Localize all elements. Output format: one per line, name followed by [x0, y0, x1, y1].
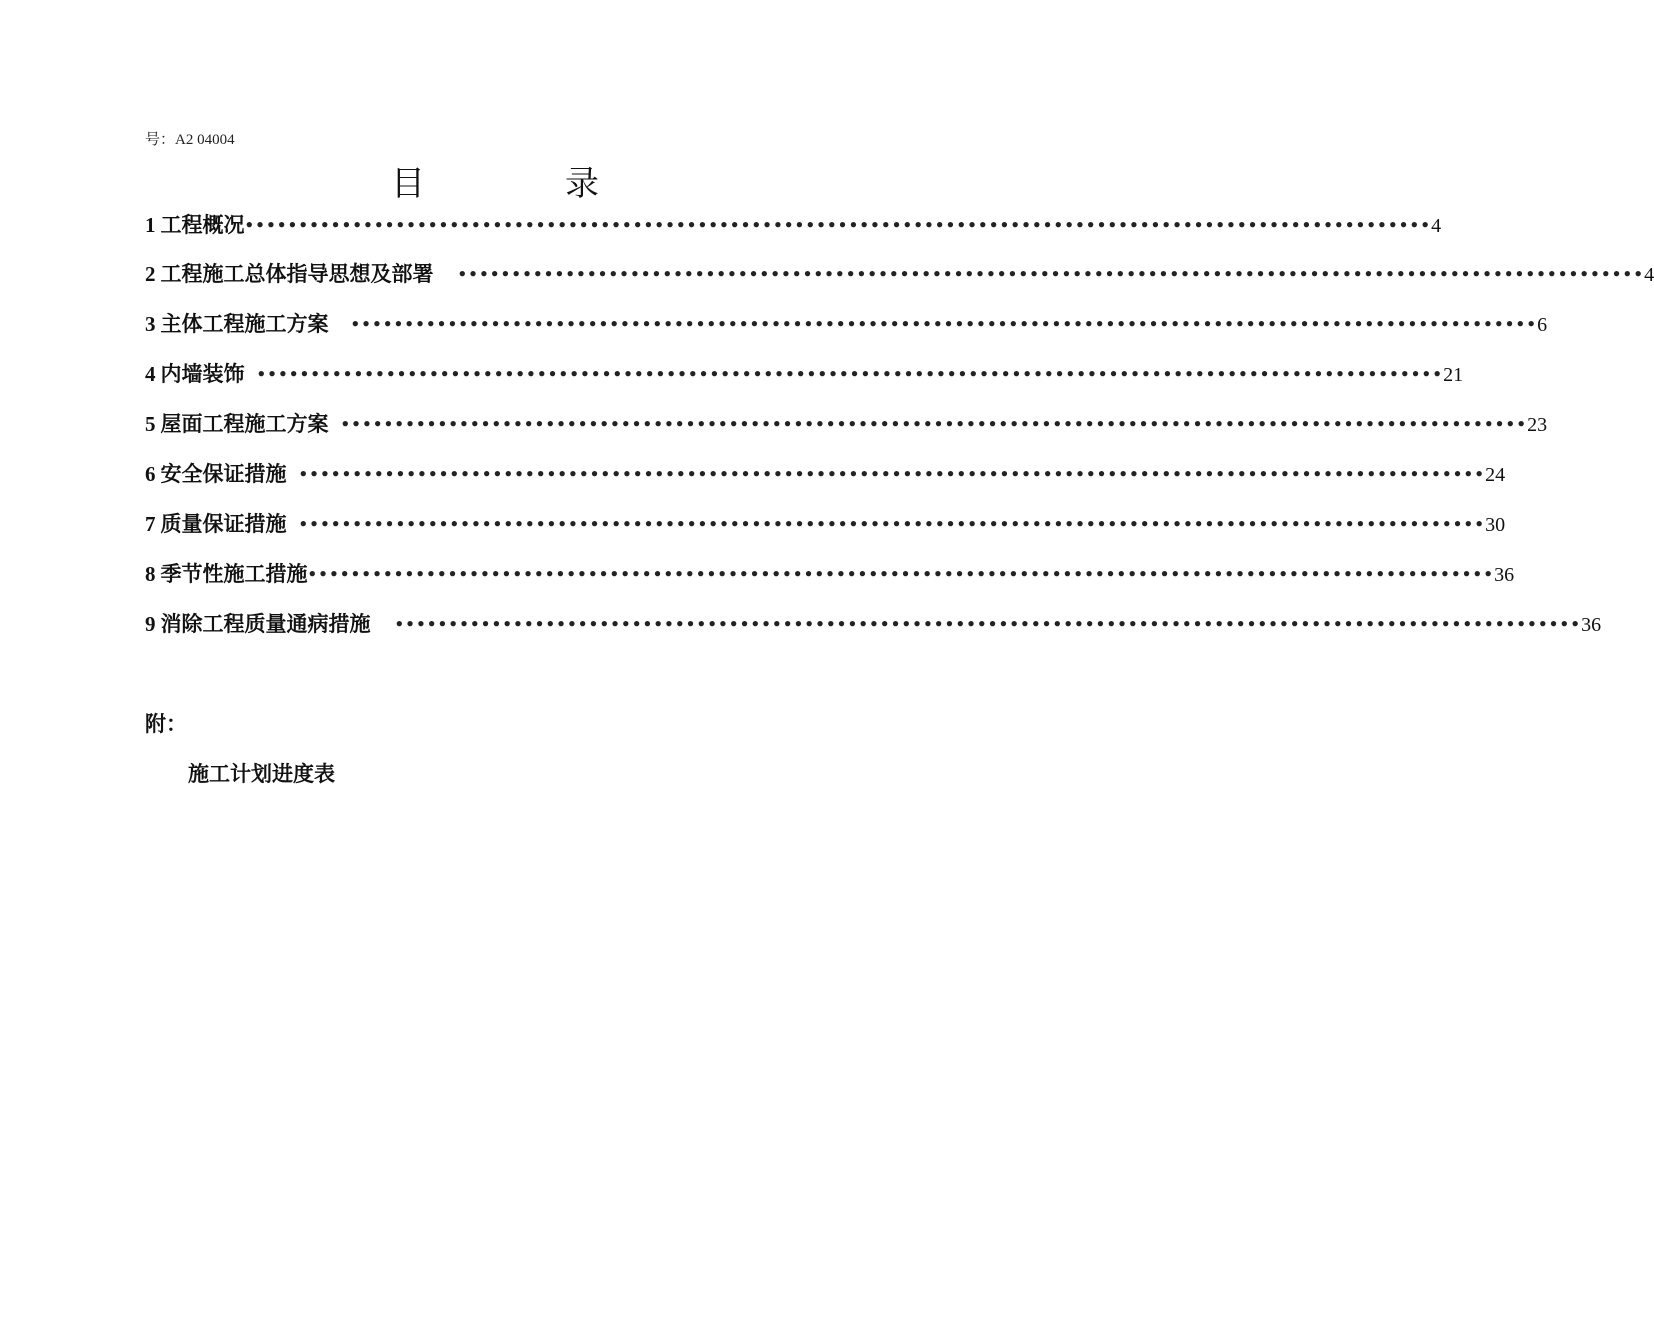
page-title [0, 156, 990, 205]
toc-item-number: 1 [145, 213, 156, 237]
toc-item[interactable] [145, 359, 1464, 389]
toc-item-title: 工程概况 [160, 212, 245, 237]
appendix-item[interactable]: 施工计划进度表 [188, 761, 335, 786]
title-char-2: 录 [565, 164, 599, 204]
toc-item-title: 安全保证措施 [160, 461, 287, 486]
toc-leader-dots: •••••••••••••••••••••••••••••••••••••••••••••••••••••••••••••••••••••••••••••••••••••••••••••••••••••••••••••• [340, 415, 1528, 433]
toc-item-page: 24 [1485, 464, 1506, 486]
toc-item-number: 3 [145, 312, 156, 336]
toc-item-page: 4 [1644, 264, 1654, 286]
toc-item-number: 8 [145, 562, 156, 586]
toc-item-page: 23 [1527, 414, 1548, 436]
toc-item-number: 4 [145, 362, 156, 386]
title-char-1: 目 [391, 164, 425, 204]
toc-item-number: 2 [145, 262, 156, 286]
toc-item-number: 6 [145, 462, 156, 486]
toc-leader-dots: •••••••••••••••••••••••••••••••••••••••••••••••••••••••••••••••••••••••••••••••••••••••••••••••••••••••••••••• [394, 615, 1582, 633]
toc-item[interactable] [145, 309, 1548, 339]
toc-item[interactable] [145, 409, 1548, 439]
toc-leader-dots: •••••••••••••••••••••••••••••••••••••••••••••••••••••••••••••••••••••••••••••••••••••••••••••••••••••••••••••• [457, 265, 1645, 283]
toc-item[interactable] [145, 459, 1506, 489]
document-number: 号：A2 04004 [145, 132, 235, 148]
toc-item-page: 36 [1494, 564, 1515, 586]
toc-item-title: 消除工程质量通病措施 [160, 611, 371, 636]
toc-item-page: 36 [1581, 614, 1602, 636]
toc-item-title: 质量保证措施 [160, 511, 287, 536]
toc-leader-dots: •••••••••••••••••••••••••••••••••••••••••••••••••••••••••••••••••••••••••••••••••••••••••••••••••••••••••••••• [307, 565, 1495, 583]
toc-item-number: 5 [145, 412, 156, 436]
toc-item-title: 内墙装饰 [160, 361, 245, 386]
toc-leader-dots: •••••••••••••••••••••••••••••••••••••••••••••••••••••••••••••••••••••••••••••••••••••••••••••••••••••••••••••• [298, 465, 1486, 483]
toc-item-number: 7 [145, 512, 156, 536]
toc-item[interactable] [145, 559, 1515, 589]
appendix-label: 附： [145, 711, 187, 736]
toc-item[interactable] [145, 609, 1602, 639]
toc-item-title: 屋面工程施工方案 [160, 411, 329, 436]
toc-item-number: 9 [145, 612, 156, 636]
toc-item-page: 4 [1431, 215, 1442, 237]
toc-item[interactable] [145, 259, 1654, 289]
toc-item[interactable] [145, 509, 1506, 539]
toc-item-title: 主体工程施工方案 [160, 311, 329, 336]
toc-item-page: 6 [1537, 314, 1548, 336]
toc-leader-dots: •••••••••••••••••••••••••••••••••••••••••••••••••••••••••••••••••••••••••••••••••••••••••••••••••••••••••••••• [298, 515, 1486, 533]
toc-item-page: 30 [1485, 514, 1506, 536]
toc-leader-dots: •••••••••••••••••••••••••••••••••••••••••••••••••••••••••••••••••••••••••••••••••••••••••••••••••••••••••••••• [244, 216, 1432, 234]
toc-item-title: 季节性施工措施 [160, 561, 308, 586]
toc-item-title: 工程施工总体指导思想及部署 [160, 261, 434, 286]
toc-item[interactable] [145, 210, 1442, 240]
toc-item-page: 21 [1443, 364, 1464, 386]
toc-leader-dots: •••••••••••••••••••••••••••••••••••••••••••••••••••••••••••••••••••••••••••••••••••••••••••••••••••••••••••••• [256, 365, 1444, 383]
toc-leader-dots: •••••••••••••••••••••••••••••••••••••••••••••••••••••••••••••••••••••••••••••••••••••••••••••••••••••••••••••• [350, 315, 1538, 333]
